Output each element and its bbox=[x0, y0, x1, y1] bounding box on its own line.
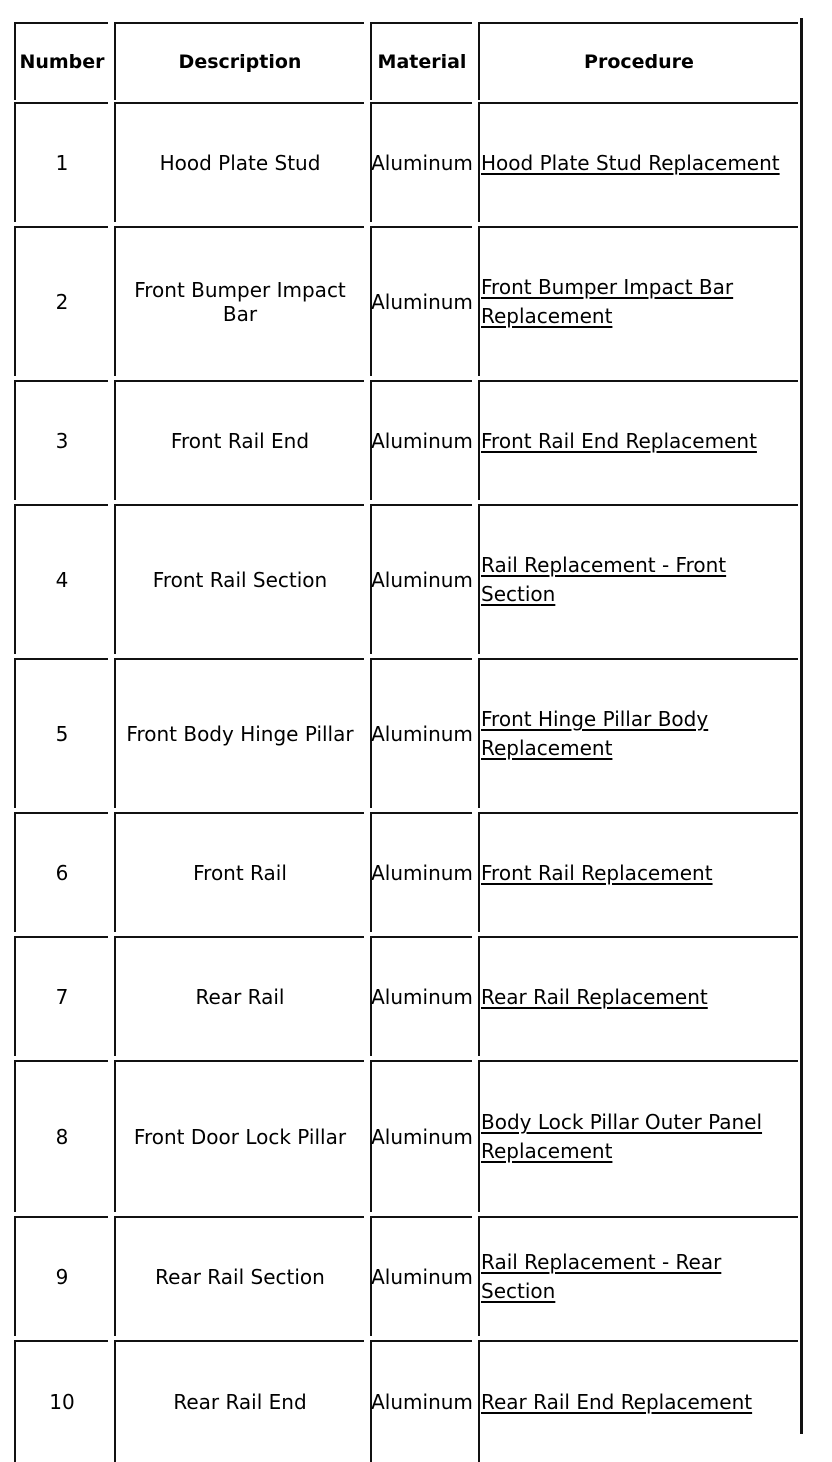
row-3-description: Front Rail End bbox=[114, 380, 364, 500]
row-10-description: Rear Rail End bbox=[114, 1340, 364, 1462]
procedure-link[interactable]: Front Rail Replacement bbox=[481, 860, 713, 885]
row-8-description: Front Door Lock Pillar bbox=[114, 1060, 364, 1212]
row-1-procedure-cell bbox=[478, 102, 798, 222]
row-5-material: Aluminum bbox=[370, 658, 472, 808]
row-5-procedure-cell bbox=[478, 658, 798, 808]
row-5-number: 5 bbox=[14, 658, 108, 808]
table-right-border bbox=[800, 18, 803, 1434]
row-4-material: Aluminum bbox=[370, 504, 472, 654]
row-1-number: 1 bbox=[14, 102, 108, 222]
header-material: Material bbox=[370, 22, 472, 100]
row-2-description: Front Bumper Impact Bar bbox=[114, 226, 364, 376]
row-9-procedure-cell bbox=[478, 1216, 798, 1336]
header-number: Number bbox=[14, 22, 108, 100]
row-3-material: Aluminum bbox=[370, 380, 472, 500]
procedure-link[interactable]: Rear Rail End Replacement bbox=[481, 1389, 753, 1414]
row-5-description: Front Body Hinge Pillar bbox=[114, 658, 364, 808]
procedure-link[interactable]: Rear Rail Replacement bbox=[481, 984, 708, 1009]
row-6-material: Aluminum bbox=[370, 812, 472, 932]
row-3-procedure-cell bbox=[478, 380, 798, 500]
row-7-description: Rear Rail bbox=[114, 936, 364, 1056]
procedure-link[interactable]: Body Lock Pillar Outer Panel Replacement bbox=[481, 1110, 763, 1163]
row-8-procedure-cell bbox=[478, 1060, 798, 1212]
row-9-description: Rear Rail Section bbox=[114, 1216, 364, 1336]
row-10-procedure-cell bbox=[478, 1340, 798, 1462]
row-6-description: Front Rail bbox=[114, 812, 364, 932]
row-7-material: Aluminum bbox=[370, 936, 472, 1056]
row-2-number: 2 bbox=[14, 226, 108, 376]
procedure-link[interactable]: Front Hinge Pillar Body Replacement bbox=[481, 707, 709, 760]
row-8-number: 8 bbox=[14, 1060, 108, 1212]
procedure-link[interactable]: Front Bumper Impact Bar Replacement bbox=[481, 275, 734, 328]
row-9-number: 9 bbox=[14, 1216, 108, 1336]
row-10-number: 10 bbox=[14, 1340, 108, 1462]
row-3-number: 3 bbox=[14, 380, 108, 500]
header-description: Description bbox=[114, 22, 364, 100]
procedure-link[interactable]: Hood Plate Stud Replacement bbox=[481, 150, 780, 175]
row-4-description: Front Rail Section bbox=[114, 504, 364, 654]
row-10-material: Aluminum bbox=[370, 1340, 472, 1462]
row-4-number: 4 bbox=[14, 504, 108, 654]
row-2-material: Aluminum bbox=[370, 226, 472, 376]
row-1-description: Hood Plate Stud bbox=[114, 102, 364, 222]
header-procedure: Procedure bbox=[478, 22, 798, 100]
row-2-procedure-cell bbox=[478, 226, 798, 376]
procedure-link[interactable]: Rail Replacement - Front Section bbox=[481, 553, 727, 606]
row-4-procedure-cell bbox=[478, 504, 798, 654]
row-1-material: Aluminum bbox=[370, 102, 472, 222]
row-6-number: 6 bbox=[14, 812, 108, 932]
row-6-procedure-cell bbox=[478, 812, 798, 932]
procedure-link[interactable]: Rail Replacement - Rear Section bbox=[481, 1250, 722, 1303]
procedure-link[interactable]: Front Rail End Replacement bbox=[481, 428, 757, 453]
row-7-number: 7 bbox=[14, 936, 108, 1056]
row-8-material: Aluminum bbox=[370, 1060, 472, 1212]
row-9-material: Aluminum bbox=[370, 1216, 472, 1336]
row-7-procedure-cell bbox=[478, 936, 798, 1056]
